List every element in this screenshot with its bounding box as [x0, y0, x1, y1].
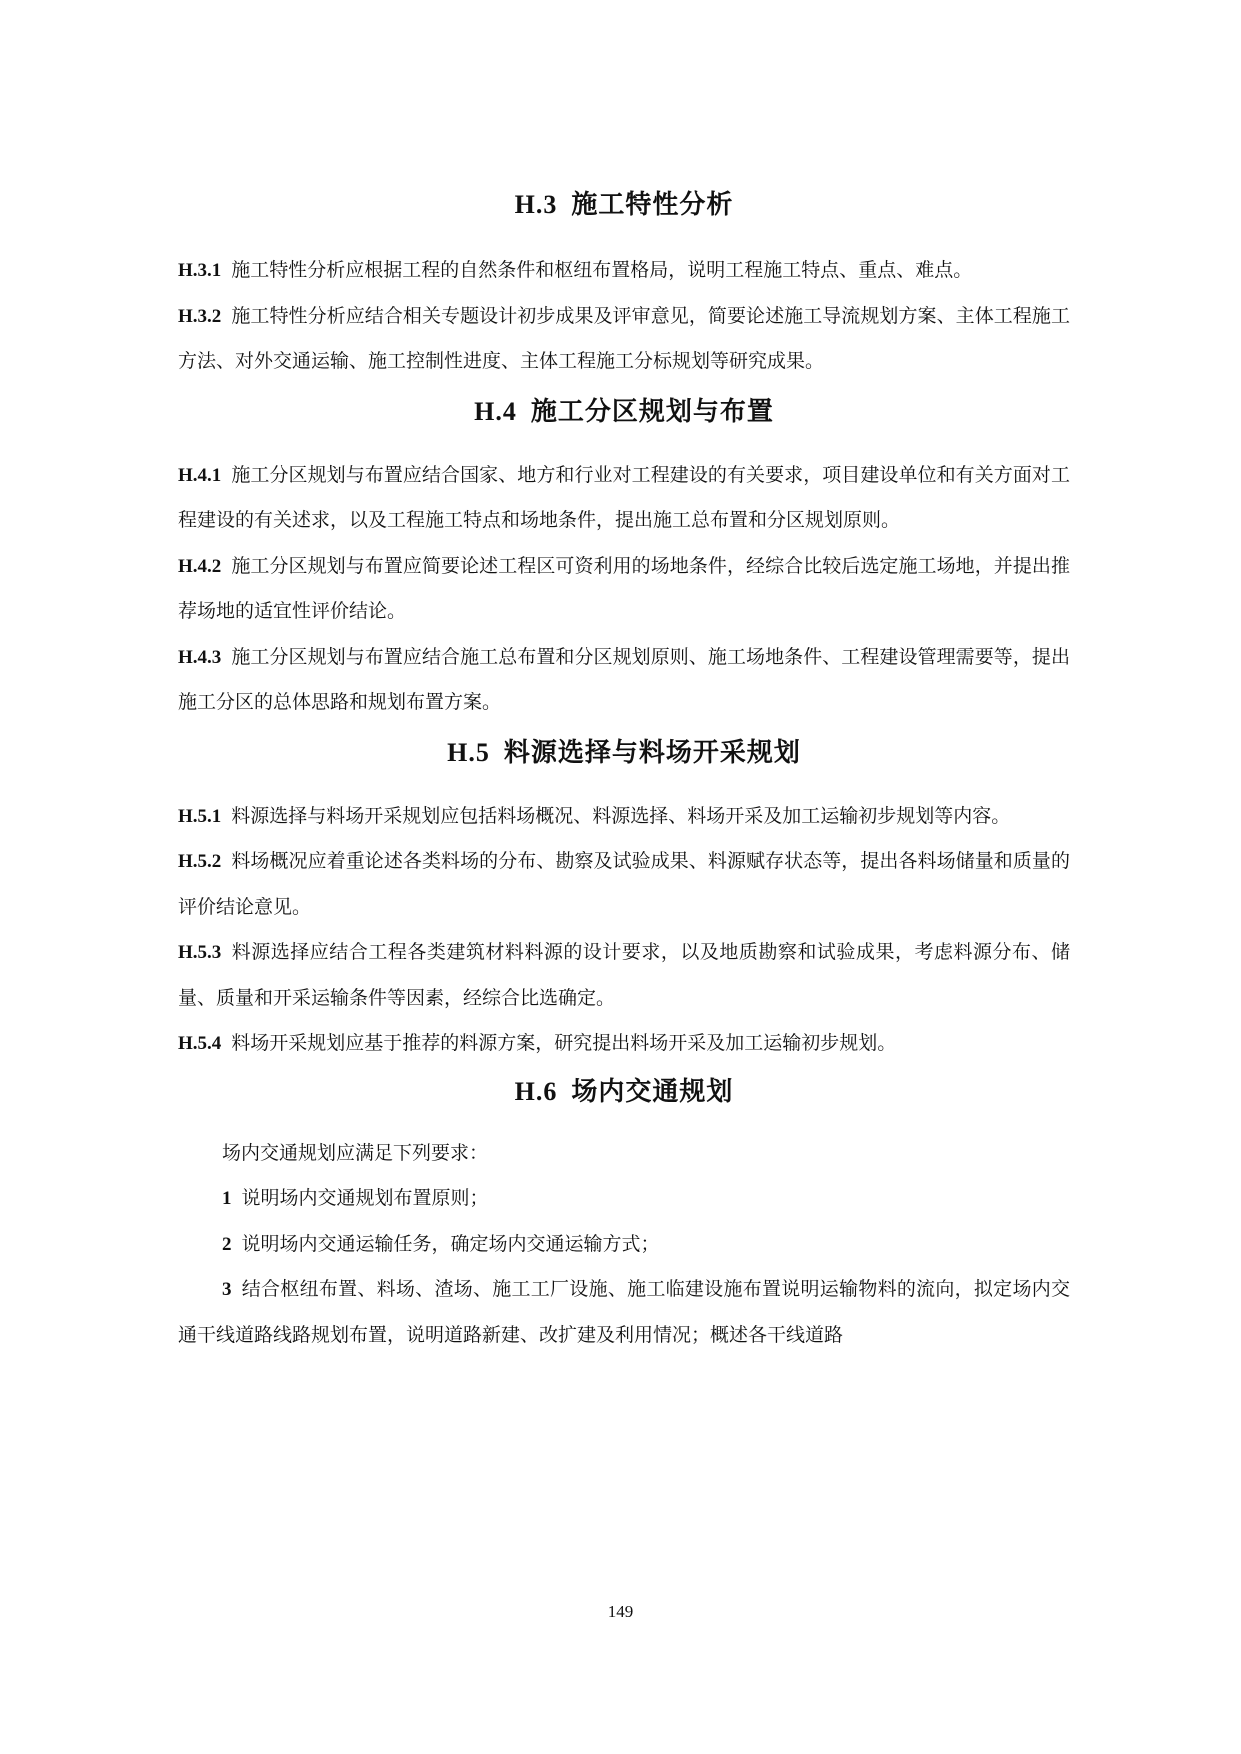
- clause-text: 施工分区规划与布置应简要论述工程区可资利用的场地条件，经综合比较后选定施工场地，并提出推荐场地的适宜性评价结论。: [178, 554, 1070, 622]
- list-item-3: [178, 1267, 1070, 1358]
- section-title: 场内交通规划: [571, 1076, 734, 1107]
- clause-text: 料场开采规划应基于推荐的料源方案，研究提出料场开采及加工运输初步规划。: [231, 1032, 897, 1054]
- section-heading-h5: [178, 728, 1070, 778]
- page-content: [178, 180, 1070, 1358]
- clause-number: H.5.1: [178, 805, 222, 827]
- clause-h3-1: [178, 248, 1070, 294]
- section-title: 施工分区规划与布置: [530, 396, 774, 427]
- clause-h5-2: [178, 839, 1070, 930]
- section-heading-h6: [178, 1067, 1070, 1117]
- section-number: H.5: [447, 737, 490, 767]
- clause-h4-1: [178, 453, 1070, 544]
- clause-number: H.5.3: [178, 942, 222, 963]
- clause-text: 施工特性分析应结合相关专题设计初步成果及评审意见，简要论述施工导流规划方案、主体工程施工方法、对外交通运输、施工控制性进度、主体工程施工分标规划等研究成果。: [178, 304, 1070, 372]
- item-text: 结合枢纽布置、料场、渣场、施工工厂设施、施工临建设施布置说明运输物料的流向，拟定场内交通干线道路线路规划布置，说明道路新建、改扩建及利用情况；概述各干线道路: [178, 1278, 1070, 1346]
- item-number: 3: [222, 1279, 232, 1300]
- clause-number: H.5.2: [178, 851, 222, 872]
- section-number: H.4: [474, 396, 517, 426]
- clause-text: 施工分区规划与布置应结合国家、地方和行业对工程建设的有关要求，项目建设单位和有关方面对工程建设的有关述求，以及工程施工特点和场地条件，提出施工总布置和分区规划原则。: [178, 463, 1070, 531]
- item-number: 2: [222, 1233, 232, 1255]
- clause-number: H.5.4: [178, 1033, 222, 1054]
- clause-text: 料源选择与料场开采规划应包括料场概况、料源选择、料场开采及加工运输初步规划等内容。: [231, 804, 1011, 827]
- list-item-2: [178, 1222, 1070, 1268]
- clause-text: 施工特性分析应根据工程的自然条件和枢纽布置格局，说明工程施工特点、重点、难点。: [231, 259, 973, 281]
- clause-number: H.4.3: [178, 646, 222, 668]
- clause-h4-3: [178, 635, 1070, 726]
- clause-h5-1: [178, 794, 1070, 840]
- section-heading-h3: [178, 180, 1070, 230]
- item-number: 1: [222, 1188, 232, 1209]
- page-number: 149: [607, 1602, 634, 1621]
- clause-h5-3: [178, 930, 1070, 1021]
- clause-h5-4: [178, 1021, 1070, 1067]
- clause-text: 施工分区规划与布置应结合施工总布置和分区规划原则、施工场地条件、工程建设管理需要等，提出施工分区的总体思路和规划布置方案。: [178, 645, 1070, 713]
- clause-number: H.3.1: [178, 260, 222, 281]
- section-number: H.6: [514, 1076, 558, 1106]
- clause-text: 料场概况应着重论述各类料场的分布、勘察及试验成果、料源赋存状态等，提出各料场储量和质量的评价结论意见。: [178, 850, 1070, 918]
- section-title: 料源选择与料场开采规划: [503, 737, 801, 768]
- list-item-1: [178, 1176, 1070, 1222]
- section-intro: 场内交通规划应满足下列要求：: [222, 1141, 489, 1164]
- clause-h3-2: [178, 294, 1070, 385]
- clause-number: H.4.2: [178, 555, 222, 577]
- item-text: 说明场内交通规划布置原则；: [241, 1187, 489, 1209]
- clause-number: H.3.2: [178, 305, 222, 327]
- section-number: H.3: [514, 190, 558, 219]
- clause-h4-2: [178, 544, 1070, 635]
- clause-number: H.4.1: [178, 464, 222, 486]
- section-heading-h4: [178, 387, 1070, 437]
- item-text: 说明场内交通运输任务，确定场内交通运输方式；: [241, 1232, 660, 1255]
- clause-text: 料源选择应结合工程各类建筑材料料源的设计要求，以及地质勘察和试验成果，考虑料源分布、储量、质量和开采运输条件等因素，经综合比选确定。: [178, 941, 1070, 1009]
- section-title: 施工特性分析: [571, 190, 734, 220]
